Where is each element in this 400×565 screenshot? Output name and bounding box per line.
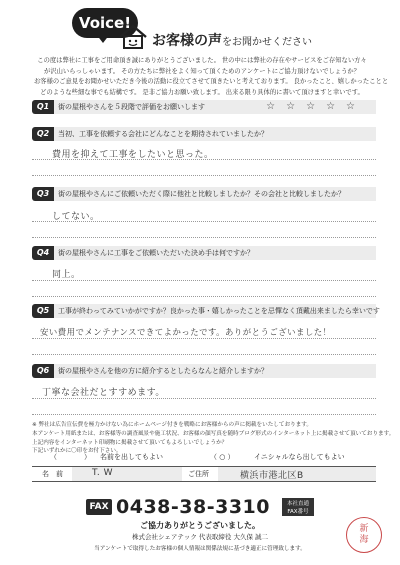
question-1 [32, 100, 376, 118]
answer-text: してない。 [52, 212, 100, 222]
question-6 [32, 364, 376, 416]
answer-rule [32, 237, 376, 238]
title-part-2: 声 [208, 33, 222, 49]
address-label: ご住所 [188, 470, 209, 478]
fax-tag [282, 498, 314, 516]
intro-line: この度は弊社に工事をご用命頂き誠にありがとうございました。 世の中には弊社の存在やサービスをご存知ない方々 [37, 57, 367, 64]
consent-name-label: 名前を出してもよい [100, 453, 163, 461]
note-line: 上記内容をインターネット印刷物に掲載させて頂いてもよろしいでしょうか？ [32, 439, 228, 446]
note-line: ※ 弊社は広告宣伝費を極力かけない為にホームページ付きを戦略にお客様からの声に掲載をいたしております。 [32, 422, 313, 428]
consent-bracket-close[interactable]: ） [84, 453, 91, 461]
question-4 [32, 246, 376, 298]
house-icon [118, 24, 148, 50]
name-value: T. W [92, 468, 114, 478]
question-text: 街の屋根やさんを他の方に紹介するとしたらなんと紹介しますか？ [58, 367, 268, 375]
answer-text: 同上。 [52, 270, 81, 280]
fax-tag-line: 本社直通 [286, 501, 309, 507]
fax-block [86, 496, 312, 518]
question-badge: Q6 [32, 364, 54, 378]
answer-rule [32, 296, 376, 297]
question-3 [32, 187, 376, 239]
answer-text: 丁寧な会社だとすすめます。 [42, 388, 165, 398]
customer-info-row [32, 466, 376, 482]
answer-text: 費用を抑えて工事をしたいと思った。 [52, 150, 214, 160]
question-2 [32, 127, 376, 179]
intro-line: が沢山いらっしゃいます。 その方たちに弊社をよく知って頂くためのアンケートにご協力頂けないでしょうか？ [44, 67, 360, 75]
question-badge: Q2 [32, 127, 54, 141]
question-text: 街の屋根やさんを５段階で評価をお願いします [58, 103, 205, 111]
answer-rule [32, 338, 376, 339]
fax-label: FAX [86, 499, 112, 515]
question-badge: Q5 [32, 304, 54, 318]
answer-rule [32, 280, 376, 281]
speech-tail-icon [96, 34, 110, 43]
title-part-1: お客様の [152, 33, 208, 49]
thanks-text: ご協力ありがとうございました。 [140, 521, 260, 530]
page-title [152, 30, 312, 50]
answer-rule [32, 221, 376, 222]
company-name: 株式会社シェアテック 代表取締役 大久保 誠二 [131, 533, 269, 541]
answer-text: 安い費用でメンテナンスできてよかったです。ありがとうございました！ [40, 327, 332, 337]
answer-rule [32, 175, 376, 176]
page-header [0, 0, 400, 62]
question-text: 街の屋根やさんにご依頼いただく際に他社と比較しましたか？その会社と比較しましたか？ [58, 190, 345, 198]
consent-bracket-open[interactable]: （ [50, 453, 57, 461]
question-text: 当初、工事を依頼する会社にどんなことを期待されていましたか？ [58, 130, 268, 138]
intro-text [34, 56, 389, 98]
question-text: 街の屋根やさんに工事をご依頼いただいた決め手は何ですか？ [58, 249, 254, 257]
voice-badge: Voice! [72, 8, 138, 38]
intro-line: どのような些細な事でも結構です。 是非ご協力お願い致します。 出来る限り具体的に書いて頂けますと幸いです。 [40, 88, 364, 96]
question-badge: Q1 [32, 100, 54, 114]
consent-initial-label: イニシャルなら出してもよい [254, 453, 345, 461]
question-text: 工事が終わってみていかがですか？良かった事・嬉しかったことを忌憚なく頂戴出来ましたら幸いです [58, 307, 380, 315]
consent-options [40, 450, 376, 464]
question-5 [32, 304, 380, 356]
title-part-3: をお聞かせください [222, 37, 312, 48]
answer-rule [32, 159, 376, 160]
note-line: 本アンケート用紙または、お客様等の調査風景や施工状況、お客様の顔写真を随時ブログ形式のインターネット上に掲載させて頂いております。 [32, 430, 395, 437]
question-badge: Q4 [32, 246, 54, 260]
answer-rule [32, 414, 376, 415]
fax-number: 0438-38-3310 [116, 496, 270, 518]
note-line: 下記いずれかに〇印をお付下さい。 [32, 448, 122, 455]
intro-line: お客様のご意見をお聞かせいただき今後の活動に役立てさせて頂きたいと考えております。 良かったこと、嬉しかったことと [34, 78, 389, 85]
consent-initial-choice[interactable]: （ ○ ） [210, 453, 235, 461]
privacy-note: 当アンケートで取得したお客様の個人情報は関係法規に基づき適正に管理致します。 [94, 546, 306, 552]
star-rating[interactable]: ☆☆☆☆☆ [266, 101, 366, 112]
fax-tag-line: FAX番号 [287, 509, 309, 515]
answer-rule [32, 354, 376, 355]
name-label: 名 前 [42, 470, 63, 478]
seal-stamp [346, 517, 382, 553]
answer-rule [32, 398, 376, 399]
stamp-char: 海 [359, 535, 369, 545]
address-value: 横浜市港北区B [240, 471, 304, 481]
stamp-char: 新 [359, 524, 369, 534]
question-badge: Q3 [32, 187, 54, 201]
name-field[interactable] [72, 467, 182, 481]
